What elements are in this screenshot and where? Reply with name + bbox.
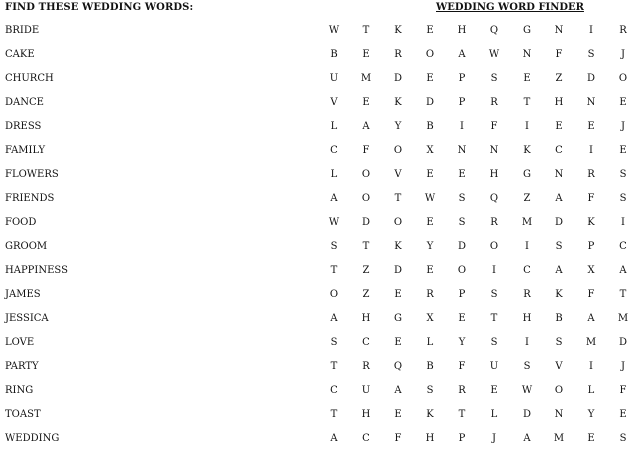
grid-letter: O bbox=[489, 241, 499, 252]
grid-letter: O bbox=[554, 385, 564, 396]
grid-letter: R bbox=[426, 289, 434, 300]
grid-letter: F bbox=[362, 145, 370, 156]
grid-letter: I bbox=[525, 121, 529, 132]
grid-letter: K bbox=[587, 217, 595, 228]
grid-letter: K bbox=[394, 241, 402, 252]
grid-letter: M bbox=[585, 337, 597, 348]
grid-letter: D bbox=[425, 97, 435, 108]
grid-letter: T bbox=[394, 193, 402, 204]
word-list-item: GROOM bbox=[5, 241, 48, 252]
word-list-item: JESSICA bbox=[5, 313, 49, 324]
grid-row bbox=[330, 383, 640, 407]
grid-letter: A bbox=[555, 193, 563, 204]
grid-row bbox=[328, 215, 640, 239]
grid-letter: N bbox=[586, 97, 596, 108]
grid-letter: Q bbox=[489, 25, 499, 36]
grid-letter: D bbox=[522, 409, 532, 420]
grid-letter: C bbox=[619, 241, 627, 252]
grid-letter: X bbox=[426, 313, 434, 324]
grid-letter: C bbox=[555, 145, 563, 156]
grid-letter: F bbox=[587, 193, 595, 204]
grid-letter: S bbox=[330, 241, 338, 252]
grid-letter: M bbox=[360, 73, 372, 84]
grid-letter: T bbox=[619, 289, 627, 300]
grid-letter: R bbox=[362, 361, 370, 372]
grid-letter: D bbox=[361, 217, 371, 228]
grid-row bbox=[330, 191, 640, 215]
grid-letter: U bbox=[361, 385, 371, 396]
grid-letter: A bbox=[555, 265, 563, 276]
grid-letter: E bbox=[426, 169, 434, 180]
grid-letter: G bbox=[523, 25, 531, 36]
grid-letter: N bbox=[457, 145, 467, 156]
grid-row bbox=[330, 311, 640, 335]
grid-letter: Q bbox=[489, 193, 499, 204]
grid-letter: H bbox=[489, 169, 499, 180]
grid-letter: F bbox=[490, 121, 498, 132]
grid-letter: T bbox=[490, 313, 498, 324]
grid-letter: M bbox=[617, 313, 629, 324]
grid-letter: P bbox=[587, 241, 595, 252]
grid-letter: W bbox=[328, 217, 340, 228]
grid-letter: D bbox=[618, 337, 628, 348]
grid-letter: I bbox=[525, 241, 529, 252]
grid-letter: M bbox=[521, 217, 533, 228]
grid-letter: E bbox=[490, 385, 498, 396]
grid-row bbox=[330, 263, 640, 287]
word-list-item: FRIENDS bbox=[5, 193, 55, 204]
grid-letter: Y bbox=[394, 121, 402, 132]
grid-letter: J bbox=[620, 121, 625, 132]
grid-letter: C bbox=[330, 145, 338, 156]
grid-letter: P bbox=[458, 433, 466, 444]
grid-letter: E bbox=[619, 145, 627, 156]
grid-letter: R bbox=[587, 169, 595, 180]
grid-letter: C bbox=[330, 385, 338, 396]
word-list-item: CHURCH bbox=[5, 73, 54, 84]
grid-letter: G bbox=[523, 169, 531, 180]
grid-letter: S bbox=[490, 289, 498, 300]
grid-letter: O bbox=[329, 289, 339, 300]
grid-letter: D bbox=[457, 241, 467, 252]
grid-letter: R bbox=[619, 25, 627, 36]
word-list-item: FOOD bbox=[5, 217, 37, 228]
grid-letter: E bbox=[523, 73, 531, 84]
grid-letter: J bbox=[491, 433, 496, 444]
word-list-item: FAMILY bbox=[5, 145, 46, 156]
grid-letter: O bbox=[618, 73, 628, 84]
grid-letter: O bbox=[393, 145, 403, 156]
grid-letter: A bbox=[330, 433, 338, 444]
grid-letter: E bbox=[619, 97, 627, 108]
grid-row bbox=[329, 287, 640, 311]
word-list-item: HAPPINESS bbox=[5, 265, 68, 276]
grid-letter: E bbox=[555, 121, 563, 132]
grid-letter: S bbox=[458, 217, 466, 228]
grid-letter: H bbox=[425, 433, 435, 444]
grid-letter: E bbox=[394, 409, 402, 420]
grid-letter: P bbox=[458, 289, 466, 300]
word-list-item: LOVE bbox=[5, 337, 35, 348]
grid-letter: W bbox=[424, 193, 436, 204]
grid-letter: V bbox=[330, 97, 338, 108]
grid-letter: N bbox=[554, 409, 564, 420]
grid-letter: J bbox=[620, 361, 625, 372]
grid-letter: E bbox=[458, 313, 466, 324]
grid-letter: H bbox=[361, 313, 371, 324]
grid-letter: F bbox=[555, 49, 563, 60]
grid-letter: R bbox=[490, 217, 498, 228]
grid-letter: I bbox=[460, 121, 464, 132]
grid-letter: A bbox=[330, 313, 338, 324]
grid-letter: K bbox=[426, 409, 434, 420]
grid-letter: O bbox=[361, 169, 371, 180]
grid-letter: C bbox=[362, 433, 370, 444]
grid-letter: N bbox=[554, 25, 564, 36]
word-list-item: JAMES bbox=[5, 289, 41, 300]
grid-letter: H bbox=[457, 25, 467, 36]
grid-letter: E bbox=[426, 217, 434, 228]
grid-letter: X bbox=[587, 265, 595, 276]
grid-letter: E bbox=[619, 409, 627, 420]
grid-letter: Y bbox=[426, 241, 434, 252]
grid-letter: T bbox=[458, 409, 466, 420]
grid-letter: T bbox=[330, 265, 338, 276]
grid-row bbox=[330, 431, 640, 455]
grid-letter: A bbox=[362, 121, 370, 132]
grid-letter: E bbox=[394, 289, 402, 300]
grid-letter: O bbox=[425, 49, 435, 60]
grid-row bbox=[330, 95, 640, 119]
grid-row bbox=[330, 407, 640, 431]
grid-letter: Z bbox=[362, 289, 370, 300]
grid-letter: S bbox=[490, 337, 498, 348]
grid-letter: Z bbox=[555, 73, 563, 84]
grid-letter: Z bbox=[523, 193, 531, 204]
grid-row bbox=[329, 71, 640, 95]
grid-letter: A bbox=[458, 49, 466, 60]
puzzle-title: WEDDING WORD FINDER bbox=[436, 2, 584, 13]
grid-letter: T bbox=[523, 97, 531, 108]
grid-letter: R bbox=[394, 49, 402, 60]
grid-letter: F bbox=[458, 361, 466, 372]
grid-letter: E bbox=[426, 265, 434, 276]
grid-letter: R bbox=[523, 289, 531, 300]
grid-letter: S bbox=[619, 193, 627, 204]
word-list-item: WEDDING bbox=[5, 433, 60, 444]
grid-letter: V bbox=[555, 361, 563, 372]
grid-letter: J bbox=[620, 49, 625, 60]
grid-letter: S bbox=[458, 193, 466, 204]
grid-letter: I bbox=[589, 25, 593, 36]
grid-letter: H bbox=[361, 409, 371, 420]
grid-letter: Y bbox=[458, 337, 466, 348]
grid-row bbox=[330, 143, 640, 167]
grid-letter: E bbox=[362, 49, 370, 60]
grid-letter: A bbox=[587, 313, 595, 324]
grid-letter: E bbox=[426, 25, 434, 36]
word-list bbox=[5, 23, 68, 455]
grid-letter: B bbox=[426, 361, 434, 372]
grid-letter: B bbox=[426, 121, 434, 132]
grid-row bbox=[330, 119, 640, 143]
letter-grid bbox=[328, 23, 640, 447]
grid-letter: V bbox=[394, 169, 402, 180]
grid-row bbox=[330, 239, 640, 263]
grid-letter: O bbox=[457, 265, 467, 276]
word-list-item: RING bbox=[5, 385, 34, 396]
grid-letter: L bbox=[426, 337, 434, 348]
grid-letter: P bbox=[458, 73, 466, 84]
grid-letter: S bbox=[555, 337, 563, 348]
grid-letter: C bbox=[362, 337, 370, 348]
grid-letter: N bbox=[522, 49, 532, 60]
grid-letter: I bbox=[492, 265, 496, 276]
grid-letter: I bbox=[525, 337, 529, 348]
grid-letter: S bbox=[555, 241, 563, 252]
grid-letter: K bbox=[394, 25, 402, 36]
grid-letter: U bbox=[329, 73, 339, 84]
grid-row bbox=[330, 335, 640, 359]
grid-letter: S bbox=[619, 169, 627, 180]
grid-letter: A bbox=[394, 385, 402, 396]
grid-letter: S bbox=[619, 433, 627, 444]
grid-letter: D bbox=[586, 73, 596, 84]
grid-letter: Z bbox=[362, 265, 370, 276]
grid-letter: T bbox=[362, 25, 370, 36]
grid-letter: L bbox=[330, 121, 338, 132]
word-list-item: CAKE bbox=[5, 49, 35, 60]
grid-letter: S bbox=[490, 73, 498, 84]
grid-letter: P bbox=[458, 97, 466, 108]
grid-letter: O bbox=[361, 193, 371, 204]
word-list-item: DRESS bbox=[5, 121, 42, 132]
word-list-item: DANCE bbox=[5, 97, 44, 108]
grid-letter: A bbox=[619, 265, 627, 276]
grid-letter: Y bbox=[587, 409, 595, 420]
word-list-item: BRIDE bbox=[5, 25, 40, 36]
grid-letter: L bbox=[490, 409, 498, 420]
grid-letter: I bbox=[589, 361, 593, 372]
grid-letter: U bbox=[489, 361, 499, 372]
grid-letter: E bbox=[587, 433, 595, 444]
grid-letter: S bbox=[426, 385, 434, 396]
grid-letter: E bbox=[394, 337, 402, 348]
grid-letter: B bbox=[555, 313, 563, 324]
grid-row bbox=[330, 359, 640, 383]
grid-letter: E bbox=[426, 73, 434, 84]
grid-letter: F bbox=[394, 433, 402, 444]
grid-letter: S bbox=[330, 337, 338, 348]
grid-letter: O bbox=[393, 217, 403, 228]
grid-letter: D bbox=[554, 217, 564, 228]
grid-letter: D bbox=[393, 73, 403, 84]
grid-letter: K bbox=[523, 145, 531, 156]
grid-letter: R bbox=[490, 97, 498, 108]
grid-letter: X bbox=[426, 145, 434, 156]
grid-letter: H bbox=[522, 313, 532, 324]
grid-row bbox=[330, 167, 640, 191]
grid-letter: L bbox=[587, 385, 595, 396]
grid-letter: B bbox=[330, 49, 338, 60]
grid-letter: E bbox=[587, 121, 595, 132]
grid-letter: A bbox=[523, 433, 531, 444]
grid-letter: S bbox=[523, 361, 531, 372]
grid-letter: Q bbox=[393, 361, 403, 372]
grid-letter: W bbox=[521, 385, 533, 396]
grid-letter: A bbox=[330, 193, 338, 204]
grid-row bbox=[328, 23, 640, 47]
grid-letter: G bbox=[394, 313, 402, 324]
grid-letter: N bbox=[489, 145, 499, 156]
grid-letter: W bbox=[328, 25, 340, 36]
grid-letter: N bbox=[554, 169, 564, 180]
grid-letter: K bbox=[394, 97, 402, 108]
grid-letter: S bbox=[587, 49, 595, 60]
grid-letter: I bbox=[621, 217, 625, 228]
instruction-heading: FIND THESE WEDDING WORDS: bbox=[5, 2, 194, 13]
grid-letter: F bbox=[619, 385, 627, 396]
grid-letter: E bbox=[362, 97, 370, 108]
word-list-item: FLOWERS bbox=[5, 169, 59, 180]
grid-row bbox=[330, 47, 640, 71]
grid-letter: T bbox=[362, 241, 370, 252]
grid-letter: T bbox=[330, 409, 338, 420]
grid-letter: W bbox=[488, 49, 500, 60]
grid-letter: H bbox=[554, 97, 564, 108]
grid-letter: D bbox=[393, 265, 403, 276]
grid-letter: E bbox=[458, 169, 466, 180]
word-list-item: PARTY bbox=[5, 361, 39, 372]
grid-letter: M bbox=[553, 433, 565, 444]
grid-letter: T bbox=[330, 361, 338, 372]
grid-letter: K bbox=[555, 289, 563, 300]
word-list-item: TOAST bbox=[5, 409, 41, 420]
grid-letter: F bbox=[587, 289, 595, 300]
grid-letter: L bbox=[330, 169, 338, 180]
grid-letter: C bbox=[523, 265, 531, 276]
grid-letter: R bbox=[458, 385, 466, 396]
grid-letter: I bbox=[589, 145, 593, 156]
